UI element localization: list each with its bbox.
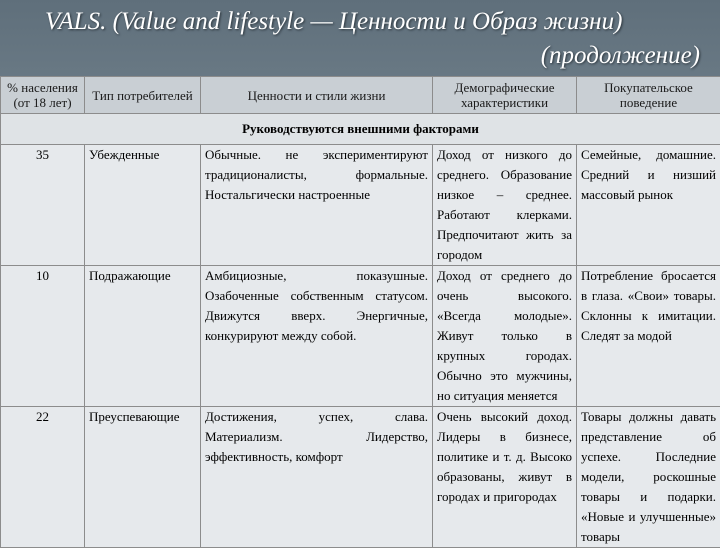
cell-percent: 22 (1, 407, 85, 548)
cell-behavior: Семейные, домашние. Средний и низший массовый рынок (577, 145, 720, 266)
cell-values: Достижения, успех, слава. Материализм. Лидерство, эффективность, комфорт (201, 407, 433, 548)
header-values-lifestyle: Ценности и стили жизни (201, 77, 433, 114)
section-row (1, 114, 720, 145)
header-percent: % населения (от 18 лет) (1, 77, 85, 114)
cell-behavior: Потребление бросается в глаза. «Свои» товары. Склонны к имитации. Следят за модой (577, 266, 720, 407)
table-row (1, 266, 720, 407)
section-label: Руководствуются внешними факторами (1, 114, 720, 145)
header-buying-behavior: Покупательское поведение (577, 77, 720, 114)
cell-percent: 35 (1, 145, 85, 266)
cell-demographics: Очень высокий доход. Лидеры в бизнесе, политике и т. д. Высоко образованы, живут в городах и пригородах (433, 407, 577, 548)
header-row (1, 77, 720, 114)
header-consumer-type: Тип потребителей (85, 77, 201, 114)
table-row (1, 145, 720, 266)
header-demographics: Демографические характеристики (433, 77, 577, 114)
cell-values: Амбициозные, показушные. Озабоченные собственным статусом. Движутся вверх. Энергичные, конкурируют между собой. (201, 266, 433, 407)
cell-demographics: Доход от низкого до среднего. Образование низкое – среднее. Работают клерками. Предпочитают жить за городом (433, 145, 577, 266)
cell-values: Обычные. не экспериментируют традиционалисты, формальные. Ностальгически настроенные (201, 145, 433, 266)
cell-behavior: Товары должны давать представление об успехе. Последние модели, роскошные товары и подарки. «Новые и улучшенные» товары (577, 407, 720, 548)
slide-title-continued: (продолжение) (0, 40, 700, 72)
slide-title: VALS. (Value and lifestyle — Ценности и Образ жизни) (45, 6, 700, 38)
table-row (1, 407, 720, 548)
cell-type: Убежденные (85, 145, 201, 266)
cell-type: Преуспевающие (85, 407, 201, 548)
vals-table (0, 76, 720, 548)
cell-percent: 10 (1, 266, 85, 407)
cell-demographics: Доход от среднего до очень высокого. «Всегда молодые». Живут только в крупных городах. Обычно это мужчины, но ситуация меняется (433, 266, 577, 407)
cell-type: Подражающие (85, 266, 201, 407)
